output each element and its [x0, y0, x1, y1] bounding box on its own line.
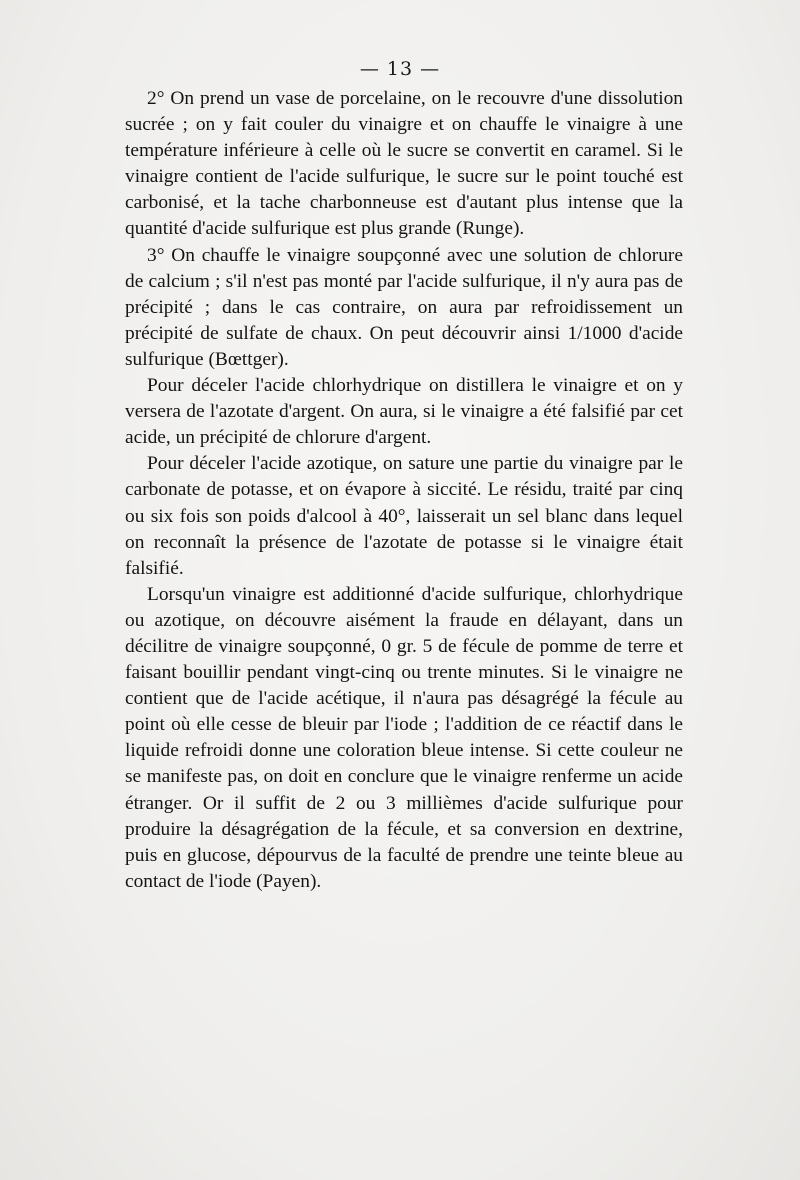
paragraph-runge-test: 2° On prend un vase de porcelaine, on le recouvre d'une dissolution sucrée ; on y fait couler du vinaigre et on chauffe le vinaigre à une température inférieure à celle où le sucre se convertit en caramel. Si le vinaigre contient de l'acide sulfurique, le sucre sur le point touché est carbonisé, et la tache charbonneuse est d'autant plus intense que la quantité d'acide sulfurique est plus grande (Runge).	[125, 88, 683, 240]
body-text	[125, 86, 683, 895]
page-number: — 13 —	[359, 58, 441, 80]
paragraph-payen-test: Lorsqu'un vinaigre est additionné d'acide sulfurique, chlorhydrique ou azotique, on découvre aisément la fraude en délayant, dans un décilitre de vinaigre soupçonné, 0 gr. 5 de fécule de pomme de terre et faisant bouillir pendant vingt-cinq ou trente minutes. Si le vinaigre ne contient que de l'acide acétique, il n'aura pas désagrégé la fécule au point où elle cesse de bleuir par l'iode ; l'addition de ce réactif dans le liquide refroidi donne une coloration bleue intense. Si cette couleur ne se manifeste pas, on doit en conclure que le vinaigre renferme un acide étranger. Or il suffit de 2 ou 3 millièmes d'acide sulfurique pour produire la désagrégation de la fécule, et sa conversion en dextrine, puis en glucose, dépourvus de la faculté de prendre une teinte bleue au contact de l'iode (Payen).	[125, 583, 683, 892]
paragraph-nitric-acid: Pour déceler l'acide azotique, on sature une partie du vinaigre par le carbonate de potasse, et on évapore à siccité. Le résidu, traité par cinq ou six fois son poids d'alcool à 40°, laisserait un sel blanc dans lequel on reconnaît la présence de l'azotate de potasse si le vinaigre était falsifié.	[125, 453, 683, 579]
paragraph-bottger-test: 3° On chauffe le vinaigre soupçonné avec une solution de chlorure de calcium ; s'il n'est pas monté par l'acide sulfurique, il n'y aura pas de précipité ; dans le cas contraire, on aura par refroidissement un précipité de sulfate de chaux. On peut découvrir ainsi 1/1000 d'acide sulfurique (Bœttger).	[125, 244, 683, 370]
paragraph-hydrochloric-acid: Pour déceler l'acide chlorhydrique on distillera le vinaigre et on y versera de l'azotate d'argent. On aura, si le vinaigre a été falsifié par cet acide, un précipité de chlorure d'argent.	[125, 375, 683, 449]
